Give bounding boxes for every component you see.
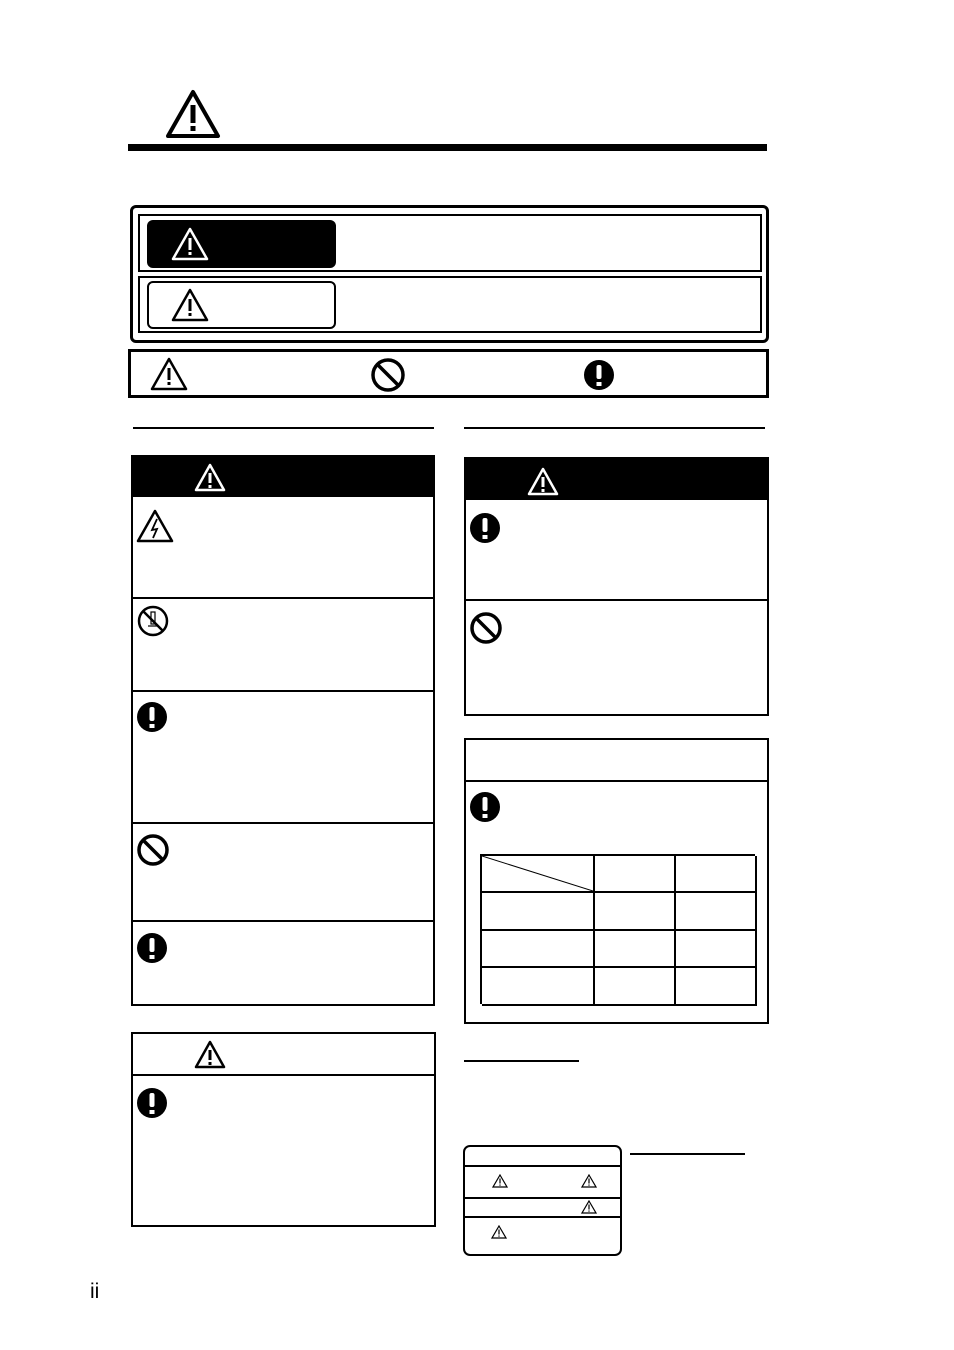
warning-label-illustration — [463, 1145, 622, 1256]
left-warning-box — [131, 455, 435, 1006]
page-number: ii — [90, 1280, 100, 1303]
table-header-cell — [676, 856, 757, 893]
warning-label-badge — [147, 220, 336, 268]
mandatory-action-icon — [136, 1086, 168, 1120]
warning-triangle-icon — [492, 1174, 508, 1188]
right-warning-box — [464, 457, 769, 716]
right-heading-rule — [464, 427, 765, 429]
warning-triangle-icon — [170, 287, 210, 323]
table-cell — [676, 968, 757, 1006]
table-cell — [595, 893, 676, 931]
electric-shock-icon — [136, 509, 174, 543]
prohibition-icon — [136, 833, 170, 867]
warning-triangle-icon — [194, 463, 226, 493]
table-cell — [676, 931, 757, 968]
prohibition-icon — [469, 611, 503, 645]
warning-triangle-icon — [194, 1040, 226, 1070]
mandatory-action-icon — [136, 700, 168, 734]
caution-label-badge — [147, 281, 336, 329]
table-cell — [595, 968, 676, 1006]
warning-triangle-icon — [170, 226, 210, 262]
left-caution-box — [131, 1032, 436, 1227]
left-heading-rule — [133, 427, 434, 429]
symbol-legend-box — [128, 349, 769, 398]
warning-header-band — [466, 459, 767, 500]
table-corner-cell — [482, 856, 595, 893]
right-safe-distance-box — [464, 738, 769, 1024]
table-row-label — [482, 893, 595, 931]
distance-table — [480, 854, 755, 1004]
mandatory-action-icon — [469, 511, 501, 545]
mandatory-action-icon — [583, 358, 615, 392]
warning-triangle-icon — [581, 1174, 597, 1188]
header-warning-icon — [165, 89, 221, 139]
prohibition-icon — [370, 357, 406, 393]
warning-triangle-icon — [581, 1200, 597, 1214]
table-row-label — [482, 931, 595, 968]
table-cell — [595, 931, 676, 968]
warning-triangle-icon — [527, 467, 559, 497]
label-leader-line — [630, 1153, 745, 1155]
table-header-cell — [595, 856, 676, 893]
mandatory-action-icon — [469, 790, 501, 824]
label-section-rule — [464, 1060, 579, 1062]
header-rule — [128, 144, 767, 151]
warning-header-band — [133, 457, 433, 497]
table-row-label — [482, 968, 595, 1006]
mandatory-action-icon — [136, 931, 168, 965]
table-cell — [676, 893, 757, 931]
warning-triangle-icon — [491, 1225, 507, 1239]
do-not-disassemble-icon — [136, 604, 170, 638]
warning-triangle-icon — [149, 356, 189, 392]
